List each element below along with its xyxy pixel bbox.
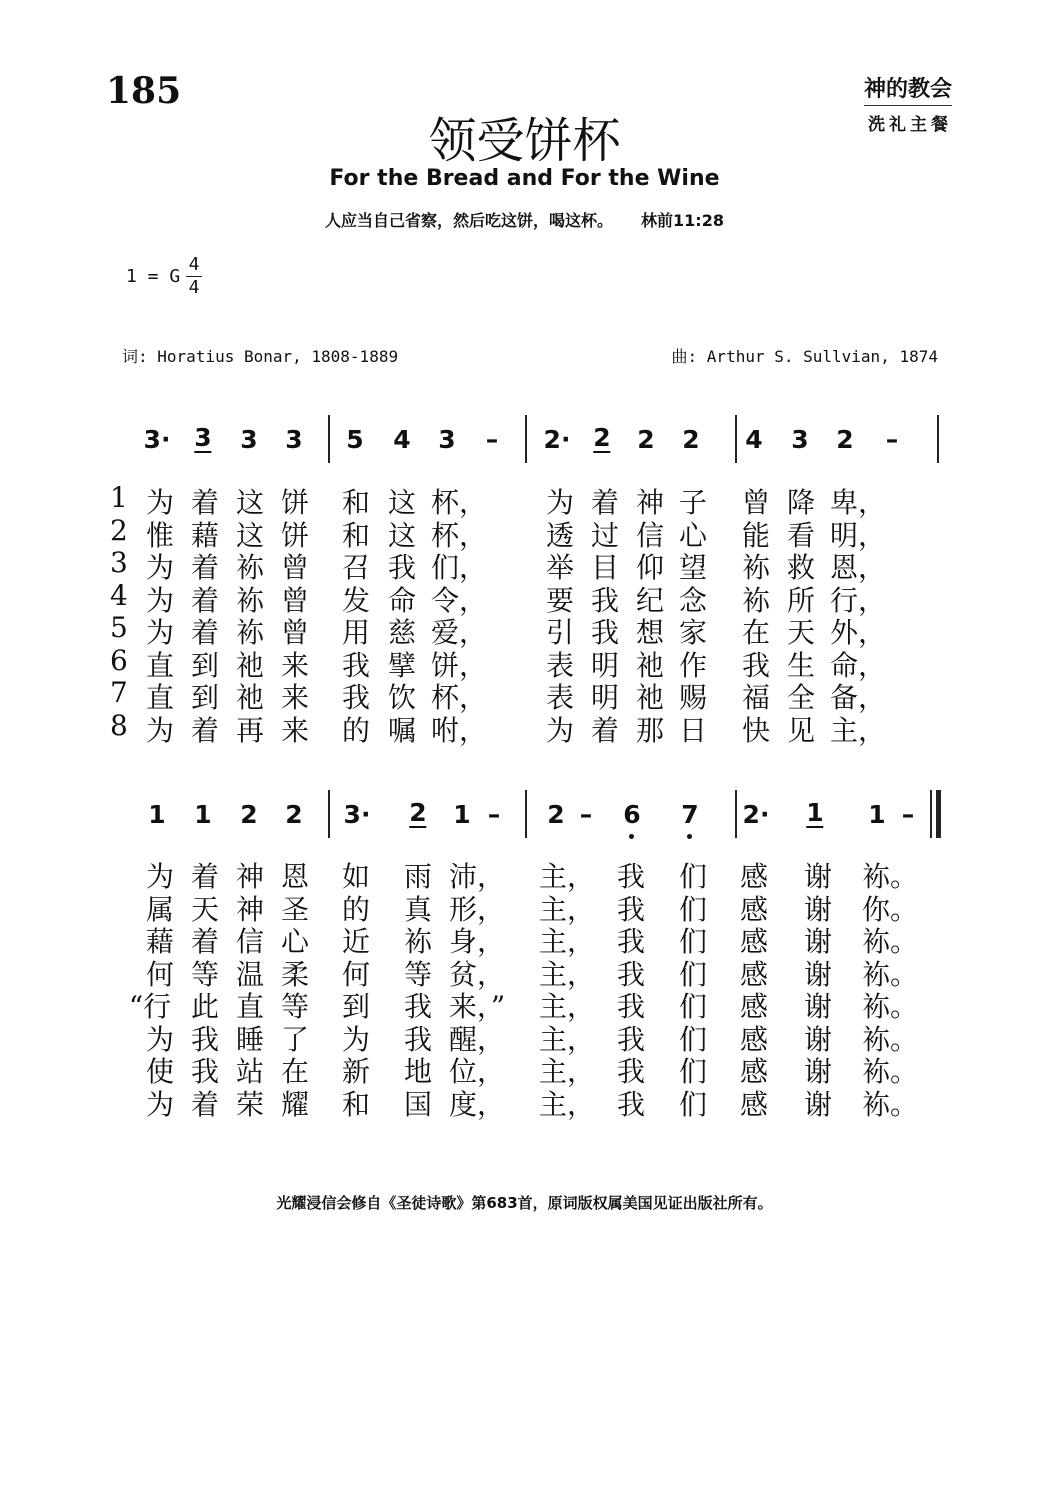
time-signature-top: 4: [188, 254, 200, 275]
lyric-syllable: 为: [145, 583, 175, 617]
lyric-syllable: 这: [387, 486, 417, 519]
lyric-syllable: 在: [280, 1055, 310, 1088]
composer-credit: 曲: Arthur S. Sullvian, 1874: [671, 347, 938, 366]
jianpu-note: 3·: [143, 425, 171, 454]
verse-number: 5: [110, 611, 128, 644]
lyric-line: [0, 1018, 1049, 1056]
lyric-syllable: 祂: [635, 681, 665, 714]
lyric-syllable: 我: [616, 1022, 646, 1056]
lyric-syllable: 着: [190, 616, 220, 649]
lyric-syllable: 杯，: [430, 518, 488, 552]
lyric-syllable: 和: [341, 518, 371, 552]
lyric-syllable: 感: [739, 1055, 769, 1088]
lyric-syllable: 为: [145, 616, 175, 649]
jianpu-note: 3: [791, 425, 809, 454]
jianpu-note: –: [885, 425, 899, 454]
lyric-syllable: 来: [280, 681, 310, 714]
lyric-syllable: 谢: [803, 860, 833, 893]
lyric-syllable: 感: [739, 1087, 769, 1121]
lyric-syllable: 心: [280, 925, 310, 958]
lyric-syllable: 属: [145, 892, 175, 926]
lyric-syllable: 表: [545, 648, 575, 682]
lyric-syllable: 要: [545, 583, 575, 617]
jianpu-note: 2: [409, 798, 427, 827]
octave-dot: [687, 834, 692, 839]
lyric-syllable: 袮: [235, 616, 265, 649]
lyric-syllable: 位，: [448, 1055, 506, 1088]
lyric-syllable: 温: [235, 957, 265, 991]
lyric-syllable: 们: [678, 990, 708, 1023]
lyric-syllable: 信: [635, 518, 665, 552]
lyric-syllable: 袮: [741, 551, 771, 584]
lyric-syllable: 祂: [235, 648, 265, 682]
verse-number: 8: [110, 708, 128, 742]
scripture-text: 人应当自己省察，然后吃这饼，喝这杯。: [325, 211, 614, 230]
jianpu-note: 3: [438, 425, 456, 454]
lyric-syllable: 着: [190, 1087, 220, 1121]
lyric-syllable: 念: [678, 583, 708, 617]
lyric-syllable: 饼: [280, 518, 310, 552]
final-barline-thick: [936, 790, 941, 838]
lyric-syllable: 明: [590, 648, 620, 682]
lyric-syllable: 惟: [145, 518, 175, 552]
lyric-syllable: 为: [145, 713, 175, 747]
lyric-syllable: 谢: [803, 925, 833, 958]
lyric-syllable: 感: [739, 990, 769, 1023]
lyric-syllable: 饼: [280, 486, 310, 519]
lyric-syllable: 我: [190, 1022, 220, 1056]
lyric-syllable: 所: [786, 583, 816, 617]
lyric-syllable: 感: [739, 925, 769, 958]
lyric-syllable: 曾: [280, 551, 310, 584]
lyric-syllable: 袮: [741, 583, 771, 617]
jianpu-note: 3: [240, 425, 258, 454]
lyric-line: [0, 855, 1049, 893]
lyric-syllable: 着: [590, 486, 620, 519]
jianpu-note: 1: [453, 800, 471, 829]
lyric-syllable: 生: [786, 648, 816, 682]
lyric-syllable: 召: [341, 551, 371, 584]
jianpu-note: 2: [836, 425, 854, 454]
lyric-syllable: 使: [145, 1055, 175, 1088]
lyric-syllable: 着: [190, 860, 220, 893]
lyric-syllable: 望: [678, 551, 708, 584]
lyric-syllable: 主，: [538, 990, 596, 1023]
lyric-syllable: 袮。: [861, 990, 919, 1023]
lyric-syllable: 和: [341, 1087, 371, 1121]
lyric-syllable: 为: [545, 713, 575, 747]
lyric-syllable: 快: [741, 713, 771, 747]
lyric-syllable: 来: [280, 648, 310, 682]
lyric-syllable: 着: [590, 713, 620, 747]
lyric-syllable: 袮。: [861, 1055, 919, 1088]
lyric-syllable: 为: [145, 1022, 175, 1056]
lyric-syllable: 为: [545, 486, 575, 519]
lyric-syllable: 们: [678, 957, 708, 991]
lyric-syllable: 主，: [829, 713, 887, 747]
lyric-syllable: 此: [190, 990, 220, 1023]
lyricist-credit: 词: Horatius Bonar, 1808-1889: [122, 347, 399, 366]
lyric-line: [0, 985, 1049, 1023]
verse-number: 3: [110, 546, 128, 579]
lyric-syllable: 贫，: [448, 957, 506, 991]
lyric-syllable: 我: [403, 1022, 433, 1056]
lyric-syllable: 谢: [803, 892, 833, 926]
lyric-syllable: 主，: [538, 957, 596, 991]
jianpu-note: 2: [682, 425, 700, 454]
lyric-syllable: 着: [190, 486, 220, 519]
lyric-syllable: 为: [145, 860, 175, 893]
lyric-syllable: 我: [590, 583, 620, 617]
lyric-syllable: 命，: [829, 648, 887, 682]
lyric-syllable: 外，: [829, 616, 887, 649]
lyric-syllable: 们: [678, 1087, 708, 1121]
jianpu-note: 2·: [742, 800, 770, 829]
lyric-syllable: 着: [190, 925, 220, 958]
lyric-syllable: 神: [235, 892, 265, 926]
lyric-syllable: 着: [190, 551, 220, 584]
lyric-syllable: 发: [341, 583, 371, 617]
lyric-syllable: 全: [786, 681, 816, 714]
lyric-syllable: 赐: [678, 681, 708, 714]
lyric-syllable: 我: [616, 990, 646, 1023]
lyric-syllable: 祂: [235, 681, 265, 714]
lyric-syllable: 能: [741, 518, 771, 552]
lyric-syllable: 仰: [635, 551, 665, 584]
lyric-syllable: 主，: [538, 1055, 596, 1088]
jianpu-note: –: [579, 800, 593, 829]
jianpu-note: –: [901, 800, 915, 829]
jianpu-note: 3·: [343, 800, 371, 829]
lyric-syllable: 饮: [387, 681, 417, 714]
lyric-syllable: 了: [280, 1022, 310, 1056]
verse-number: 7: [110, 676, 128, 709]
lyric-syllable: 见: [786, 713, 816, 747]
lyric-syllable: 恩，: [829, 551, 887, 584]
lyric-syllable: 主，: [538, 1087, 596, 1121]
lyric-syllable: 们: [678, 925, 708, 958]
lyric-syllable: 恩: [280, 860, 310, 893]
lyric-syllable: 为: [145, 486, 175, 519]
lyric-syllable: 信: [235, 925, 265, 958]
lyric-syllable: 袮: [235, 583, 265, 617]
lyric-syllable: 睡: [235, 1022, 265, 1056]
lyric-syllable: 袮: [235, 551, 265, 584]
lyric-syllable: 福: [741, 681, 771, 714]
jianpu-note: 4: [393, 425, 411, 454]
lyric-syllable: 我: [616, 1055, 646, 1088]
key-signature: 1 = G: [126, 266, 181, 287]
lyric-syllable: 神: [635, 486, 665, 519]
jianpu-note: 5: [346, 425, 364, 454]
lyric-syllable: 沛，: [448, 860, 506, 893]
lyric-syllable: 我: [616, 892, 646, 926]
lyric-syllable: 直: [145, 681, 175, 714]
lyric-syllable: 何: [145, 957, 175, 991]
lyric-syllable: 雨: [403, 860, 433, 893]
lyric-syllable: 引: [545, 616, 575, 649]
lyric-syllable: 如: [341, 860, 371, 893]
lyric-syllable: 感: [739, 1022, 769, 1056]
lyric-syllable: 真: [403, 892, 433, 926]
verse-number: 2: [110, 513, 128, 547]
lyric-syllable: 我: [387, 551, 417, 584]
verse-number: 6: [110, 643, 128, 677]
lyric-syllable: 袮。: [861, 860, 919, 893]
lyric-line: [0, 953, 1049, 991]
lyric-syllable: 日: [678, 713, 708, 747]
lyric-syllable: 杯，: [430, 681, 488, 714]
lyric-syllable: 咐，: [430, 713, 488, 747]
lyric-syllable: 看: [786, 518, 816, 552]
lyric-syllable: 用: [341, 616, 371, 649]
jianpu-note: 1: [806, 798, 824, 827]
lyric-syllable: 新: [341, 1055, 371, 1088]
lyric-syllable: 们: [678, 1055, 708, 1088]
lyric-syllable: 着: [190, 713, 220, 747]
lyric-line: [0, 888, 1049, 926]
verse-number: 4: [110, 578, 128, 612]
lyric-syllable: 袮。: [861, 1087, 919, 1121]
lyric-syllable: 那: [635, 713, 665, 747]
verse-number: 1: [110, 481, 128, 514]
hymn-title-english: For the Bread and For the Wine: [329, 166, 720, 191]
copyright-footer: 光耀浸信会修自《圣徒诗歌》第683首，原词版权属美国见证出版社所有。: [276, 1194, 773, 1212]
lyric-syllable: 们，: [430, 551, 488, 584]
lyric-line: [0, 1083, 1049, 1121]
octave-dot: [629, 834, 634, 839]
jianpu-note: 1: [148, 800, 166, 829]
lyric-syllable: 的: [341, 713, 371, 747]
lyric-syllable: 国: [403, 1087, 433, 1121]
lyric-syllable: 直: [145, 648, 175, 682]
lyric-syllable: 站: [235, 1055, 265, 1088]
lyric-syllable: 直: [235, 990, 265, 1023]
lyric-syllable: 近: [341, 925, 371, 958]
barline: [328, 790, 330, 838]
lyric-syllable: 饼，: [430, 648, 488, 682]
lyric-syllable: 地: [403, 1055, 433, 1088]
lyric-syllable: 天: [786, 616, 816, 649]
jianpu-note: 4: [745, 425, 763, 454]
lyric-syllable: 到: [190, 681, 220, 714]
lyric-syllable: 再: [235, 713, 265, 747]
lyric-syllable: 我: [616, 957, 646, 991]
lyric-syllable: 我: [590, 616, 620, 649]
lyric-syllable: 来: [280, 713, 310, 747]
lyric-syllable: 为: [145, 1087, 175, 1121]
lyric-syllable: 着: [190, 583, 220, 617]
lyric-syllable: 曾: [280, 616, 310, 649]
lyric-syllable: 柔: [280, 957, 310, 991]
jianpu-note: 1: [868, 800, 886, 829]
lyric-syllable: 们: [678, 860, 708, 893]
lyric-syllable: 为: [341, 1022, 371, 1056]
lyric-line: [0, 920, 1049, 958]
hymn-number: 185: [106, 70, 182, 112]
lyric-syllable: 备，: [829, 681, 887, 714]
lyric-syllable: 明，: [829, 518, 887, 552]
lyric-syllable: 形，: [448, 892, 506, 926]
jianpu-note: 1: [194, 800, 212, 829]
lyric-syllable: 等: [403, 957, 433, 991]
lyric-syllable: 这: [235, 486, 265, 519]
lyric-syllable: 在: [741, 616, 771, 649]
lyric-syllable: 谢: [803, 957, 833, 991]
lyric-syllable: 心: [678, 518, 708, 552]
lyric-syllable: 行，: [829, 583, 887, 617]
lyric-syllable: 这: [387, 518, 417, 552]
jianpu-note: 3: [285, 425, 303, 454]
lyric-syllable: 等: [280, 990, 310, 1023]
lyric-syllable: 度，: [448, 1087, 506, 1121]
lyric-syllable: 我: [341, 648, 371, 682]
lyric-syllable: 为: [145, 551, 175, 584]
lyric-syllable: 过: [590, 518, 620, 552]
lyric-syllable: 天: [190, 892, 220, 926]
lyric-syllable: 家: [678, 616, 708, 649]
lyric-syllable: 救: [786, 551, 816, 584]
lyric-syllable: 身，: [448, 925, 506, 958]
scripture-reference: 林前11:28: [641, 211, 724, 230]
lyric-syllable: 到: [190, 648, 220, 682]
lyric-syllable: 命: [387, 583, 417, 617]
time-signature-bottom: 4: [186, 276, 202, 299]
lyric-syllable: 令，: [430, 583, 488, 617]
jianpu-note: 2: [547, 800, 565, 829]
lyric-syllable: 主，: [538, 892, 596, 926]
jianpu-note: 2: [285, 800, 303, 829]
lyric-syllable: 卑，: [829, 486, 887, 519]
lyric-syllable: 曾: [280, 583, 310, 617]
lyric-syllable: 藉: [190, 518, 220, 552]
final-barline-thin: [930, 790, 932, 838]
lyric-syllable: 何: [341, 957, 371, 991]
lyric-syllable: 举: [545, 551, 575, 584]
lyric-syllable: 醒，: [448, 1022, 506, 1056]
jianpu-note: 2·: [543, 425, 571, 454]
lyric-syllable: 感: [739, 957, 769, 991]
lyric-syllable: 表: [545, 681, 575, 714]
hymn-title-chinese: 领受饼杯: [428, 113, 621, 169]
lyric-syllable: 我: [403, 990, 433, 1023]
lyric-syllable: 圣: [280, 892, 310, 926]
lyric-syllable: 这: [235, 518, 265, 552]
lyric-syllable: 和: [341, 486, 371, 519]
lyric-syllable: 目: [590, 551, 620, 584]
jianpu-note: –: [487, 800, 501, 829]
lyric-syllable: 我: [741, 648, 771, 682]
lyric-syllable: 到: [341, 990, 371, 1023]
jianpu-note: 7: [681, 800, 699, 829]
lyric-syllable: 感: [739, 860, 769, 893]
lyric-syllable: 藉: [145, 925, 175, 958]
lyric-syllable: 等: [190, 957, 220, 991]
lyric-syllable: 擘: [387, 648, 417, 682]
lyric-syllable: 透: [545, 518, 575, 552]
lyric-syllable: 我: [616, 860, 646, 893]
lyric-syllable: 的: [341, 892, 371, 926]
lyric-syllable: 曾: [741, 486, 771, 519]
jianpu-note: 2: [637, 425, 655, 454]
lyric-syllable: 来，”: [448, 990, 506, 1023]
lyric-syllable: 们: [678, 892, 708, 926]
lyric-syllable: 我: [616, 925, 646, 958]
jianpu-note: 2: [593, 423, 611, 452]
barline: [735, 790, 737, 838]
lyric-syllable: 你。: [861, 892, 919, 926]
jianpu-note: 6: [623, 800, 641, 829]
lyric-syllable: 谢: [803, 1087, 833, 1121]
lyric-syllable: 我: [190, 1055, 220, 1088]
lyric-syllable: 我: [616, 1087, 646, 1121]
lyric-syllable: 明: [590, 681, 620, 714]
lyric-syllable: 嘱: [387, 713, 417, 747]
lyric-syllable: 们: [678, 1022, 708, 1056]
lyric-syllable: 袮。: [861, 925, 919, 958]
lyric-syllable: 纪: [635, 583, 665, 617]
lyric-syllable: 袮。: [861, 1022, 919, 1056]
lyric-syllable: 我: [341, 681, 371, 714]
lyric-syllable: 降: [786, 486, 816, 519]
jianpu-note: 3: [194, 423, 212, 452]
lyric-syllable: 主，: [538, 860, 596, 893]
lyric-syllable: 祂: [635, 648, 665, 682]
subcategory-label: 洗礼主餐: [868, 115, 952, 135]
lyric-syllable: 耀: [280, 1087, 310, 1121]
jianpu-note: –: [485, 425, 499, 454]
lyric-syllable: 谢: [803, 1055, 833, 1088]
lyric-syllable: “行: [128, 990, 172, 1023]
lyric-syllable: 爱，: [430, 616, 488, 649]
lyric-syllable: 神: [235, 860, 265, 893]
category-label: 神的教会: [864, 72, 952, 106]
barline: [525, 790, 527, 838]
lyric-syllable: 袮: [403, 925, 433, 958]
lyric-line: [0, 1050, 1049, 1088]
lyric-syllable: 慈: [387, 616, 417, 649]
lyric-syllable: 作: [678, 648, 708, 682]
lyric-syllable: 感: [739, 892, 769, 926]
lyric-syllable: 袮。: [861, 957, 919, 991]
lyric-syllable: 谢: [803, 1022, 833, 1056]
lyric-syllable: 谢: [803, 990, 833, 1023]
jianpu-note: 2: [240, 800, 258, 829]
lyric-syllable: 子: [678, 486, 708, 519]
lyric-syllable: 想: [635, 616, 665, 649]
lyric-syllable: 主，: [538, 1022, 596, 1056]
lyric-syllable: 主，: [538, 925, 596, 958]
lyric-syllable: 杯，: [430, 486, 488, 519]
lyric-syllable: 荣: [235, 1087, 265, 1121]
